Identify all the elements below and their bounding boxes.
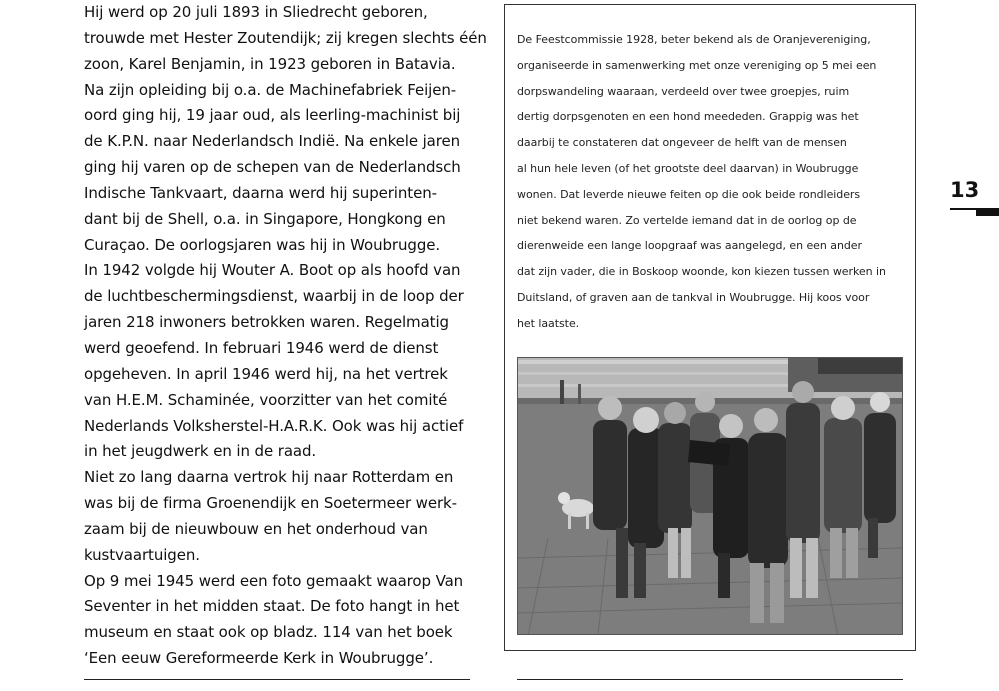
group-photo-illustration [518,358,903,635]
article-body [84,0,487,672]
article-line: Op 9 mei 1945 werd een foto gemaakt waarop Van [84,571,464,590]
article-line: de K.P.N. naar Nederlandsch Indië. Na enkele jaren [84,132,461,151]
article-line: van H.E.M. Schaminée, voorzitter van het comité [84,390,448,409]
article-line: dant bij de Shell, o.a. in Singapore, Hongkong en [84,209,446,228]
right-column-rule [517,679,903,680]
article-line: Hij werd op 20 juli 1893 in Sliedrecht geboren, [84,3,428,21]
article-line: Niet zo lang daarna vertrok hij naar Rotterdam en [84,468,454,487]
sidebar-line: dierenweide een lange loopgraaf was aangelegd, en een ander [517,239,862,253]
sidebar-line: wonen. Dat leverde nieuwe feiten op die ook beide rondleiders [517,187,861,201]
article-line: in het jeugdwerk en in de raad. [84,442,317,461]
article-line: Curaçao. De oorlogsjaren was hij in Woubrugge. [84,235,441,254]
sidebar-line: organiseerde in samenwerking met onze vereniging op 5 mei een [517,58,877,72]
sidebar-line: dertig dorpsgenoten en een hond meededen. Grappig was het [517,110,859,124]
sidebar-line: Duitsland, of graven aan de tankval in Woubrugge. Hij koos voor [517,290,870,304]
article-line: Na zijn opleiding bij o.a. de Machinefabriek Feijen- [84,80,457,99]
sidebar-line: dorpswandeling waaraan, verdeeld over twee groepjes, ruim [517,84,850,98]
article-line: werd geoefend. In februari 1946 werd de dienst [84,338,439,357]
article-line: zaam bij de nieuwbouw en het onderhoud van [84,519,428,538]
page-number: 13 [950,178,980,202]
article-line: Seventer in het midden staat. De foto hangt in het [84,597,460,616]
sidebar-line: al hun hele leven (of het grootste deel daarvan) in Woubrugge [517,161,859,175]
article-line: kustvaartuigen. [84,545,200,564]
article-line: In 1942 volgde hij Wouter A. Boot op als hoofd van [84,261,461,280]
article-line: zoon, Karel Benjamin, in 1923 geboren in Batavia. [84,54,456,73]
article-line: de luchtbeschermingsdienst, waarbij in de loop der [84,287,464,306]
article-line: jaren 218 inwoners betrokken waren. Regelmatig [84,313,449,332]
article-line: ging hij varen op de schepen van de Nederlandsch [84,158,461,177]
page-number-underline [950,208,976,210]
article-line: trouwde met Hester Zoutendijk; zij kregen slechts één [84,28,487,47]
sidebar-line: De Feestcommissie 1928, beter bekend als de Oranjevereniging, [517,33,871,46]
article-line: Nederlands Volksherstel-H.A.R.K. Ook was hij actief [84,416,464,435]
page-edge-marker [976,208,999,216]
sidebar-body [517,27,909,337]
sidebar-line: het laatste. [517,316,580,330]
article-line: museum en staat ook op bladz. 114 van het boek [84,623,453,642]
article-line: Indische Tankvaart, daarna werd hij superinten- [84,183,437,202]
sidebar-line: daarbij te constateren dat ongeveer de helft van de mensen [517,136,847,150]
article-line: ‘Een eeuw Gereformeerde Kerk in Woubrugge’. [84,649,434,668]
group-photo [517,357,903,635]
sidebar-line: niet bekend waren. Zo vertelde iemand dat in de oorlog op de [517,213,857,227]
article-line: oord ging hij, 19 jaar oud, als leerling-machinist bij [84,106,461,125]
left-column-rule [84,679,470,680]
sidebar-line: dat zijn vader, die in Boskoop woonde, kon kiezen tussen werken in [517,265,886,279]
article-line: was bij de firma Groenendijk en Soetermeer werk- [84,494,457,513]
article-line: opgeheven. In april 1946 werd hij, na het vertrek [84,364,448,383]
page-number-tab [950,208,999,216]
